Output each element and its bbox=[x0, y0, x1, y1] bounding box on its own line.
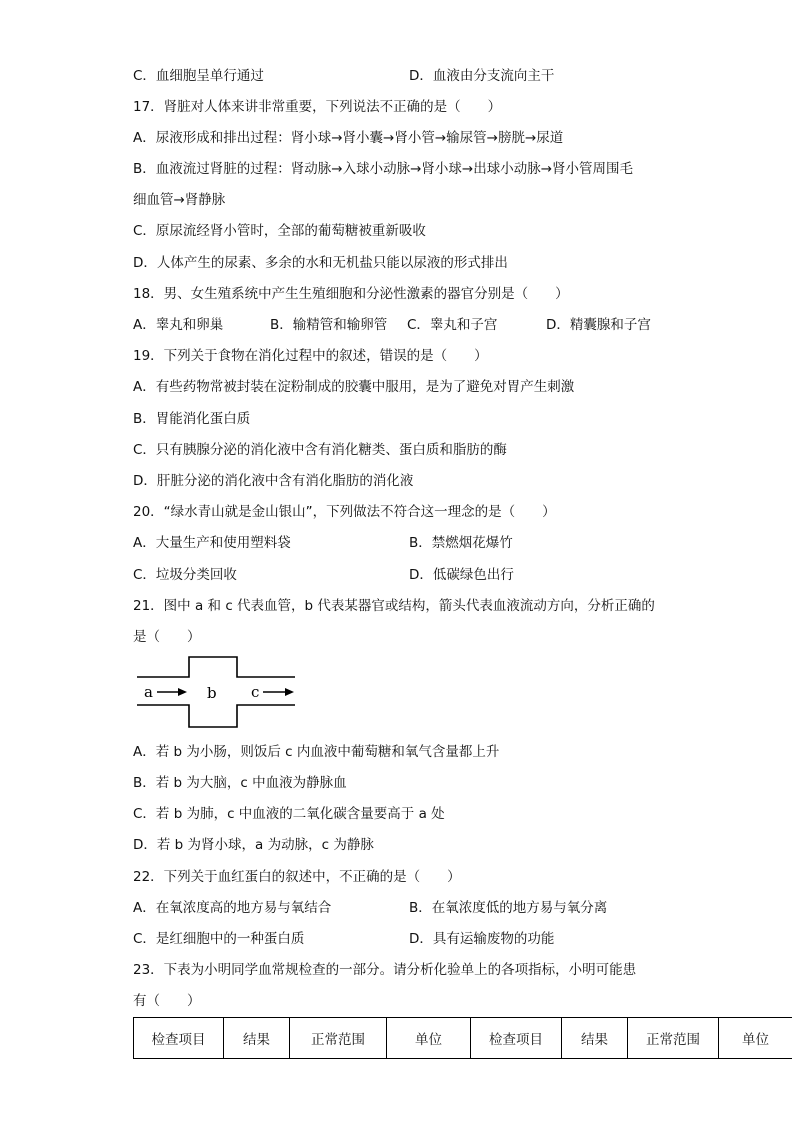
q22-option-b: B．在氧浓度低的地方易与氧分离 bbox=[409, 900, 608, 916]
q18-option-a: A．睾丸和卵巢 bbox=[133, 317, 224, 333]
q17-option-d: D．人体产生的尿素、多余的水和无机盐只能以尿液的形式排出 bbox=[133, 255, 508, 271]
arrow-a-head bbox=[178, 688, 187, 696]
arrow-c-head bbox=[285, 688, 294, 696]
q17-option-a: A．尿液形成和排出过程：肾小球→肾小囊→肾小管→输尿管→膀胱→尿道 bbox=[133, 130, 564, 146]
table-header-cell: 检查项目 bbox=[471, 1018, 562, 1059]
table-header-cell: 单位 bbox=[387, 1018, 471, 1059]
q17-option-c: C．原尿流经肾小管时，全部的葡萄糖被重新吸收 bbox=[133, 223, 426, 239]
q22-option-a: A．在氧浓度高的地方易与氧结合 bbox=[133, 900, 332, 916]
label-a: a bbox=[144, 683, 153, 701]
q23-stem-line1: 23．下表为小明同学血常规检查的一部分。请分析化验单上的各项指标，小明可能患 bbox=[133, 962, 637, 978]
q17-stem: 17．肾脏对人体来讲非常重要，下列说法不正确的是（ ） bbox=[133, 99, 502, 115]
q19-option-a: A．有些药物常被封装在淀粉制成的胶囊中服用，是为了避免对胃产生刺激 bbox=[133, 379, 575, 395]
q21-stem-line2: 是（ ） bbox=[133, 629, 201, 645]
table-header-cell: 结果 bbox=[224, 1018, 290, 1059]
table-header-cell: 单位 bbox=[719, 1018, 793, 1059]
label-c: c bbox=[251, 683, 260, 701]
q20-stem: 20．“绿水青山就是金山银山”，下列做法不符合这一理念的是（ ） bbox=[133, 504, 556, 520]
blood-test-table bbox=[133, 1017, 792, 1059]
q18-stem: 18．男、女生殖系统中产生生殖细胞和分泌性激素的器官分别是（ ） bbox=[133, 286, 569, 302]
q18-option-d: D．精囊腺和子宫 bbox=[546, 317, 651, 333]
blood-flow-diagram bbox=[137, 655, 299, 731]
table-header-cell: 检查项目 bbox=[134, 1018, 224, 1059]
q19-stem: 19．下列关于食物在消化过程中的叙述，错误的是（ ） bbox=[133, 348, 488, 364]
q17-option-b-line1: B．血液流过肾脏的过程：肾动脉→入球小动脉→肾小球→出球小动脉→肾小管周围毛 bbox=[133, 161, 634, 177]
q18-option-c: C．睾丸和子宫 bbox=[407, 317, 498, 333]
q21-option-c: C．若 b 为肺，c 中血液的二氧化碳含量要高于 a 处 bbox=[133, 806, 445, 822]
q20-option-c: C．垃圾分类回收 bbox=[133, 567, 237, 583]
q21-option-d: D．若 b 为肾小球，a 为动脉，c 为静脉 bbox=[133, 837, 374, 853]
table-header-cell: 正常范围 bbox=[290, 1018, 387, 1059]
q21-option-b: B．若 b 为大脑，c 中血液为静脉血 bbox=[133, 775, 347, 791]
q19-option-d: D．肝脏分泌的消化液中含有消化脂肪的消化液 bbox=[133, 473, 414, 489]
q19-option-c: C．只有胰腺分泌的消化液中含有消化糖类、蛋白质和脂肪的酶 bbox=[133, 442, 507, 458]
vessel-bottom-outline bbox=[137, 705, 295, 727]
q16-option-c: C．血细胞呈单行通过 bbox=[133, 68, 264, 84]
q20-option-a: A．大量生产和使用塑料袋 bbox=[133, 535, 291, 551]
label-b: b bbox=[207, 684, 217, 702]
vessel-top-outline bbox=[137, 657, 295, 677]
q21-option-a: A．若 b 为小肠，则饭后 c 内血液中葡萄糖和氧气含量都上升 bbox=[133, 744, 500, 760]
q19-option-b: B．胃能消化蛋白质 bbox=[133, 411, 251, 427]
table-header-cell: 结果 bbox=[562, 1018, 628, 1059]
q18-option-b: B．输精管和输卵管 bbox=[270, 317, 388, 333]
q17-option-b-line2: 细血管→肾静脉 bbox=[133, 192, 226, 208]
q22-option-d: D．具有运输废物的功能 bbox=[409, 931, 555, 947]
q23-stem-line2: 有（ ） bbox=[133, 993, 201, 1009]
q22-option-c: C．是红细胞中的一种蛋白质 bbox=[133, 931, 305, 947]
q20-option-b: B．禁燃烟花爆竹 bbox=[409, 535, 513, 551]
table-header-cell: 正常范围 bbox=[628, 1018, 719, 1059]
q16-option-d: D．血液由分支流向主干 bbox=[409, 68, 555, 84]
q20-option-d: D．低碳绿色出行 bbox=[409, 567, 514, 583]
q22-stem: 22．下列关于血红蛋白的叙述中，不正确的是（ ） bbox=[133, 869, 461, 885]
q21-stem-line1: 21．图中 a 和 c 代表血管，b 代表某器官或结构，箭头代表血液流动方向，分析正确的 bbox=[133, 598, 655, 614]
table-header-row bbox=[134, 1018, 793, 1059]
